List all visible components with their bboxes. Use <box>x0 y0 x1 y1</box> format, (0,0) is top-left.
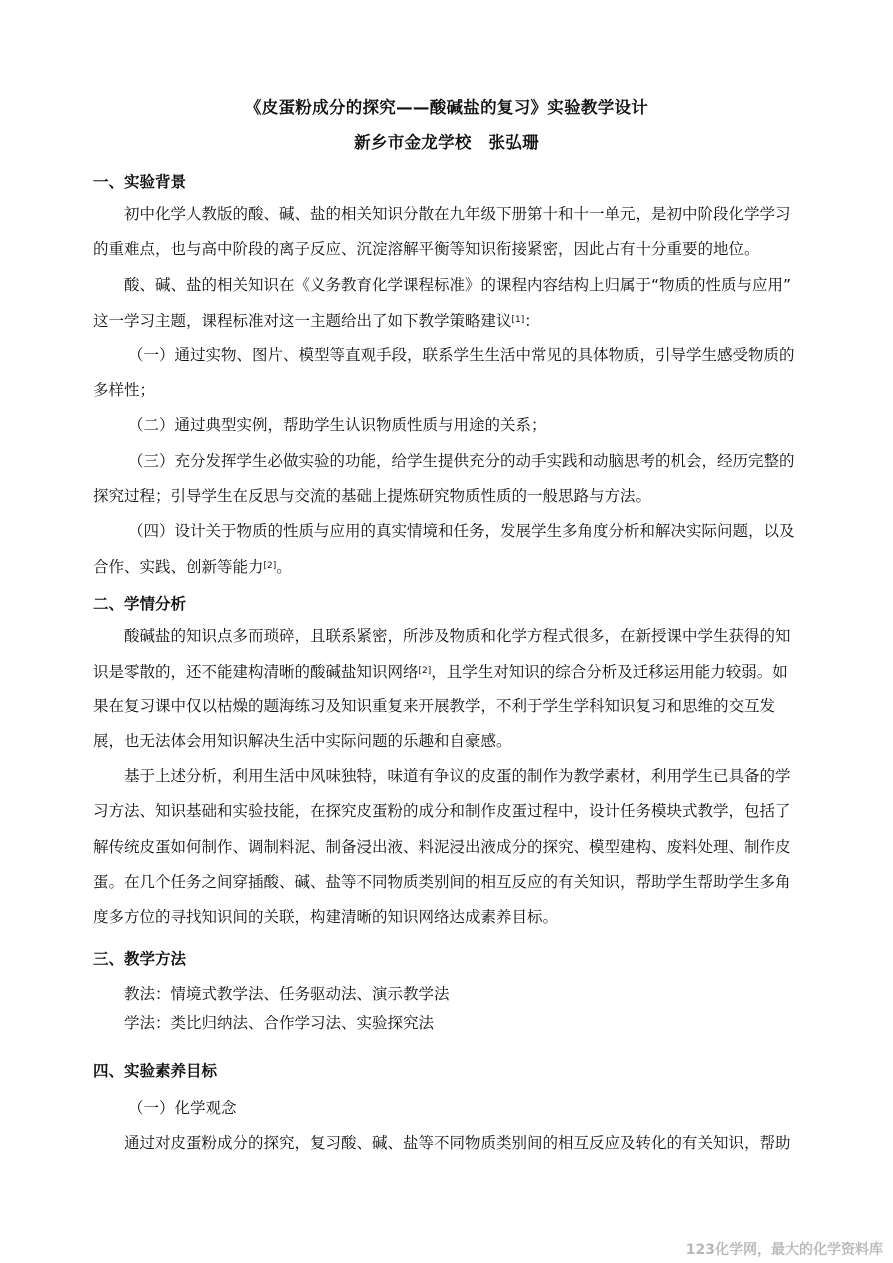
list-item-line: （一）通过实物、图片、模型等直观手段，联系学生生活中常见的具体物质，引导学生感受物质的 <box>128 346 795 364</box>
method-line: 教法：情境式教学法、任务驱动法、演示教学法 <box>124 985 450 1003</box>
list-item-line: 探究过程；引导学生在反思与交流的基础上提炼研究物质性质的一般思路与方法。 <box>93 487 652 505</box>
footer-watermark: 123化学网，最大的化学资料库 <box>685 1242 883 1258</box>
paragraph-line: 酸、碱、盐的相关知识在《义务教育化学课程标准》的课程内容结构上归属于“物质的性质与应用” <box>124 276 792 294</box>
author-line: 新乡市金龙学校 张弘珊 <box>354 133 539 152</box>
section-heading-analysis: 二、学情分析 <box>93 595 187 613</box>
paragraph-line: 度多方位的寻找知识间的关联，构建清晰的知识网络达成素养目标。 <box>93 908 559 926</box>
list-item-line: 合作、实践、创新等能力[2]。 <box>93 558 292 576</box>
paragraph-line: 酸碱盐的知识点多而琐碎，且联系紧密，所涉及物质和化学方程式很多，在新授课中学生获得的知 <box>124 627 791 645</box>
citation-ref: [2] <box>263 561 277 571</box>
paragraph-line: 基于上述分析，利用生活中风味独特，味道有争议的皮蛋的制作为教学素材，利用学生已具备的学 <box>124 767 791 785</box>
paragraph-line: 通过对皮蛋粉成分的探究，复习酸、碱、盐等不同物质类别间的相互反应及转化的有关知识，帮助 <box>124 1134 791 1152</box>
paragraph-line: 习方法、知识基础和实验技能，在探究皮蛋粉的成分和制作皮蛋过程中，设计任务模块式教学，包括了 <box>93 802 791 820</box>
paragraph-line: 的重难点，也与高中阶段的离子反应、沉淀溶解平衡等知识衔接紧密，因此占有十分重要的地位。 <box>93 240 760 258</box>
paragraph-line: 蛋。在几个任务之间穿插酸、碱、盐等不同物质类别间的相互反应的有关知识，帮助学生帮助学生多角 <box>93 873 791 891</box>
paragraph-line: 果在复习课中仅以枯燥的题海练习及知识重复来开展教学，不利于学生学科知识复习和思维的交互发 <box>93 697 776 715</box>
list-item-line: （四）设计关于物质的性质与应用的真实情境和任务，发展学生多角度分析和解决实际问题，以及 <box>128 522 795 540</box>
paragraph-line: 识是零散的，还不能建构清晰的酸碱盐知识网络[2]，且学生对知识的综合分析及迁移运用能力较弱。如 <box>93 663 788 681</box>
paragraph-line: 展，也无法体会用知识解决生活中实际问题的乐趣和自豪感。 <box>93 732 512 750</box>
subheading: （一）化学观念 <box>128 1099 237 1117</box>
method-line: 学法：类比归纳法、合作学习法、实验探究法 <box>124 1014 435 1032</box>
document-title: 《皮蛋粉成分的探究——酸碱盐的复习》实验教学设计 <box>244 98 649 117</box>
section-heading-goals: 四、实验素养目标 <box>93 1062 218 1080</box>
paragraph-line: 解传统皮蛋如何制作、调制料泥、制备浸出液、料泥浸出液成分的探究、模型建构、废料处理、制作皮 <box>93 838 791 856</box>
citation-ref: [1] <box>511 315 525 325</box>
list-item-line: （三）充分发挥学生必做实验的功能，给学生提供充分的动手实践和动脑思考的机会，经历完整的 <box>128 452 795 470</box>
section-heading-methods: 三、教学方法 <box>93 950 187 968</box>
paragraph-line: 初中化学人教版的酸、碱、盐的相关知识分散在九年级下册第十和十一单元，是初中阶段化学学习 <box>124 205 791 223</box>
paragraph-line: 这一学习主题，课程标准对这一主题给出了如下教学策略建议[1]： <box>93 312 540 330</box>
section-heading-background: 一、实验背景 <box>93 173 187 191</box>
list-item-line: 多样性； <box>93 381 156 399</box>
list-item-line: （二）通过典型实例，帮助学生认识物质性质与用途的关系； <box>128 416 547 434</box>
citation-ref: [2] <box>418 666 432 676</box>
